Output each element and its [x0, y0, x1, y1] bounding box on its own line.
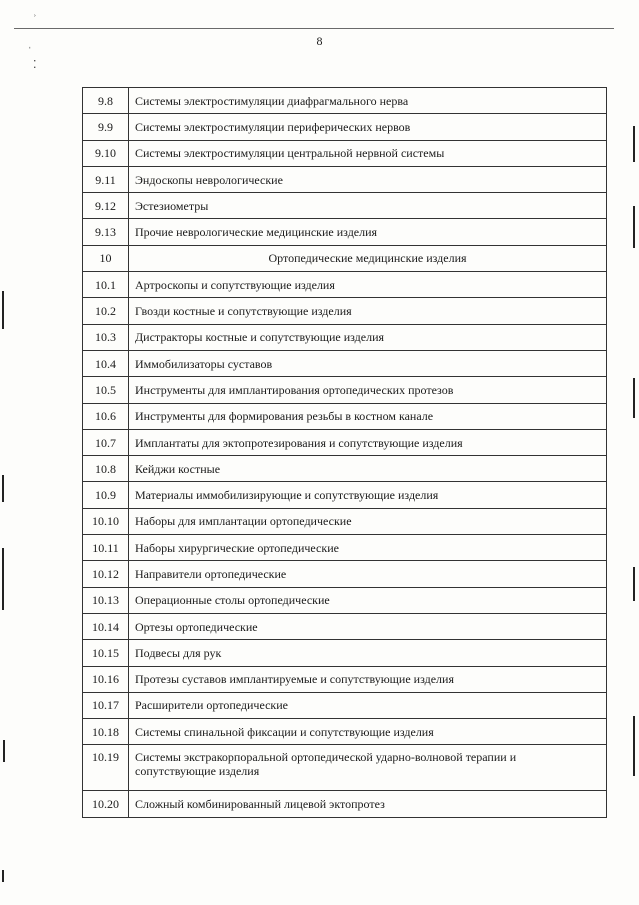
scan-margin-mark [2, 291, 4, 329]
item-number: 10.19 [83, 745, 129, 791]
scan-speck: ˌ [28, 37, 32, 49]
scan-margin-mark [633, 126, 635, 162]
page-number: 8 [316, 34, 323, 48]
item-number: 10.6 [83, 403, 129, 429]
table-row [83, 719, 607, 745]
scan-specks [33, 14, 47, 25]
item-number: 9.13 [83, 219, 129, 245]
item-name: Протезы суставов имплантируемые и сопутствующие изделия [129, 666, 607, 692]
item-number: 10.9 [83, 482, 129, 508]
item-name: Наборы хирургические ортопедические [129, 535, 607, 561]
item-name: Направители ортопедические [129, 561, 607, 587]
table-row [83, 640, 607, 666]
item-name: Ортезы ортопедические [129, 613, 607, 639]
item-number: 10.10 [83, 508, 129, 534]
items-table [82, 87, 607, 818]
item-number: 9.10 [83, 140, 129, 166]
table-row [83, 692, 607, 718]
item-number: 10.17 [83, 692, 129, 718]
item-name: Имплантаты для эктопротезирования и сопутствующие изделия [129, 429, 607, 455]
item-number: 10.3 [83, 324, 129, 350]
item-number: 10.16 [83, 666, 129, 692]
item-name: Эстезиометры [129, 193, 607, 219]
table-row [83, 456, 607, 482]
scan-specks [33, 60, 43, 71]
item-name: Расширители ортопедические [129, 692, 607, 718]
scan-margin-mark [633, 378, 635, 418]
item-number: 10.7 [83, 429, 129, 455]
item-number: 10.18 [83, 719, 129, 745]
item-number: 10.4 [83, 350, 129, 376]
item-name: Системы спинальной фиксации и сопутствующие изделия [129, 719, 607, 745]
item-number: 9.9 [83, 114, 129, 140]
scan-margin-mark [633, 206, 635, 248]
scan-specks [28, 38, 38, 49]
table-row [83, 114, 607, 140]
item-name: Эндоскопы неврологические [129, 166, 607, 192]
item-number: 9.11 [83, 166, 129, 192]
table-row [83, 587, 607, 613]
table-section-row [83, 245, 607, 271]
item-name: Системы электростимуляции диафрагмального нерва [129, 88, 607, 114]
scan-speck: ⁚ [33, 59, 37, 71]
item-name: Наборы для имплантации ортопедические [129, 508, 607, 534]
item-name: Системы электростимуляции периферических нервов [129, 114, 607, 140]
table-row [83, 429, 607, 455]
item-number: 10.15 [83, 640, 129, 666]
item-number: 9.8 [83, 88, 129, 114]
item-name: Гвозди костные и сопутствующие изделия [129, 298, 607, 324]
table-row [83, 482, 607, 508]
item-name: Артроскопы и сопутствующие изделия [129, 272, 607, 298]
scan-margin-mark [633, 716, 635, 776]
item-name: Инструменты для формирования резьбы в костном канале [129, 403, 607, 429]
item-number: 10.11 [83, 535, 129, 561]
scan-margin-mark [2, 475, 4, 502]
item-name: Кейджи костные [129, 456, 607, 482]
table-row [83, 745, 607, 791]
table-row [83, 613, 607, 639]
item-name: Сложный комбинированный лицевой эктопротез [129, 791, 607, 817]
item-name: Системы электростимуляции центральной нервной системы [129, 140, 607, 166]
table-row [83, 350, 607, 376]
table-row [83, 272, 607, 298]
table-row [83, 403, 607, 429]
item-number: 9.12 [83, 193, 129, 219]
item-number: 10.13 [83, 587, 129, 613]
item-number: 10.5 [83, 377, 129, 403]
table-row [83, 791, 607, 817]
table-row [83, 166, 607, 192]
item-name: Подвесы для рук [129, 640, 607, 666]
header-rule [14, 28, 614, 29]
table-row [83, 535, 607, 561]
scan-margin-mark [3, 740, 5, 762]
item-name: Иммобилизаторы суставов [129, 350, 607, 376]
table-row [83, 219, 607, 245]
item-number: 10.8 [83, 456, 129, 482]
scan-margin-mark [2, 548, 4, 610]
item-name: Материалы иммобилизирующие и сопутствующие изделия [129, 482, 607, 508]
scan-margin-mark [633, 567, 635, 601]
item-number: 10.14 [83, 613, 129, 639]
scan-margin-mark [2, 870, 4, 882]
table-row [83, 561, 607, 587]
item-number: 10.1 [83, 272, 129, 298]
scan-speck: ʾ [33, 13, 37, 25]
table-row [83, 193, 607, 219]
item-name: Операционные столы ортопедические [129, 587, 607, 613]
table-row [83, 377, 607, 403]
table-row [83, 298, 607, 324]
item-name: Дистракторы костные и сопутствующие изделия [129, 324, 607, 350]
item-name: Прочие неврологические медицинские изделия [129, 219, 607, 245]
item-name: Инструменты для имплантирования ортопедических протезов [129, 377, 607, 403]
table-row [83, 140, 607, 166]
table-row [83, 508, 607, 534]
item-number: 10.12 [83, 561, 129, 587]
table-row [83, 324, 607, 350]
section-title: Ортопедические медицинские изделия [129, 245, 607, 271]
table-row [83, 88, 607, 114]
item-number: 10.20 [83, 791, 129, 817]
item-number: 10.2 [83, 298, 129, 324]
item-name: Системы экстракорпоральной ортопедической ударно-волновой терапии и сопутствующие изделия [129, 745, 607, 791]
item-number: 10 [83, 245, 129, 271]
table-row [83, 666, 607, 692]
